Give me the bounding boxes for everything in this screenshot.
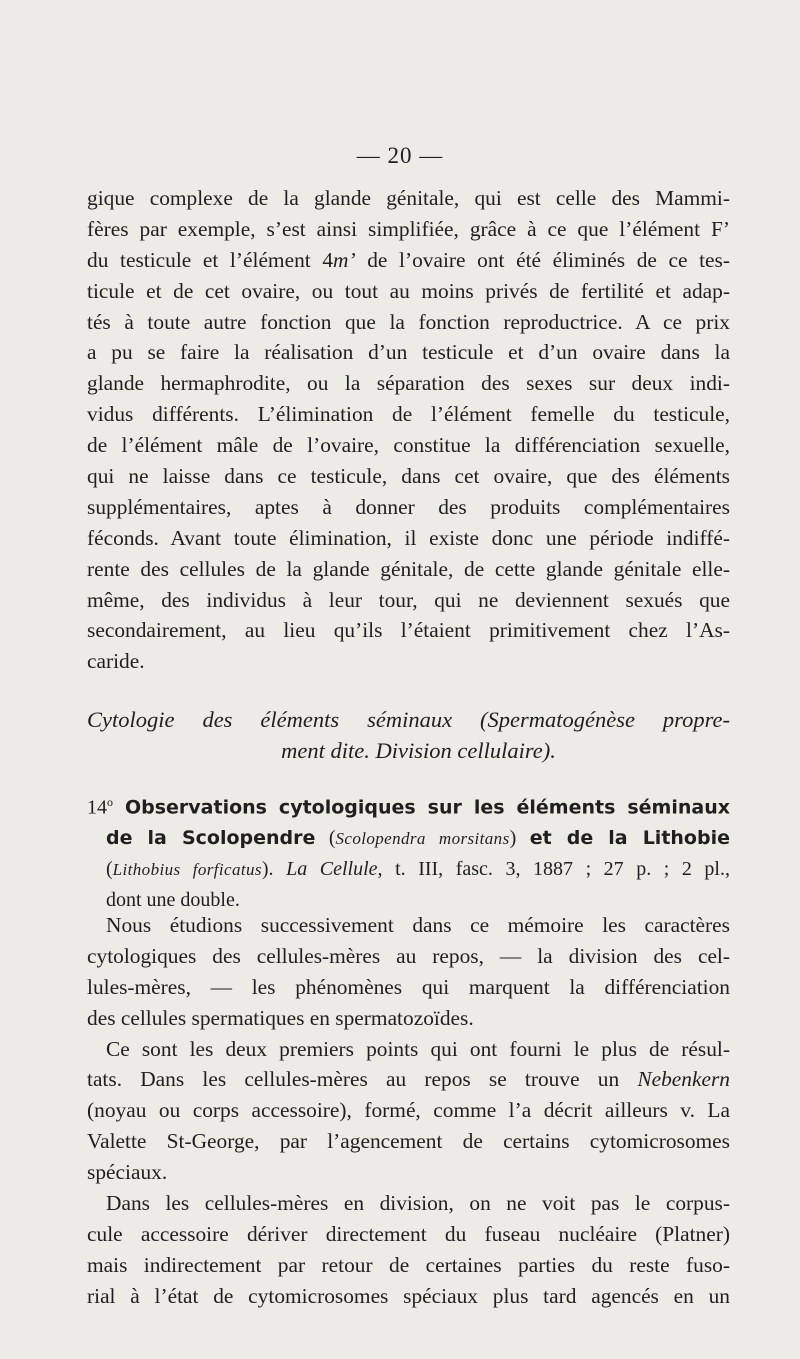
text-line: de l’élément mâle de l’ovaire, constitue la différenciation sexuelle, [87, 433, 730, 458]
section-heading [87, 704, 730, 766]
entry-line: dont une double. [106, 888, 240, 911]
text-line: gique complexe de la glande génitale, qui est celle des Mammi- [87, 186, 730, 210]
text-line: rente des cellules de la glande génitale, de cette glande génitale elle- [87, 556, 730, 581]
entry-line: de la Scolopendre (Scolopendra morsitans) et de la Lithobie [106, 826, 730, 849]
text-line: spéciaux. [87, 1160, 168, 1185]
latin-name: Lithobius forficatus [112, 859, 262, 879]
entry-line: (Lithobius forficatus). La Cellule, t. III, fasc. 3, 1887 ; 27 p. ; 2 pl., [106, 857, 730, 880]
entry-title: de la Scolopendre [106, 826, 316, 849]
text-line: féconds. Avant toute élimination, il existe donc une période indiffé- [87, 525, 730, 550]
section-heading-line: ment dite. Division cellulaire). [281, 738, 556, 763]
text-fragment: tats. Dans les cellules-mères au repos se trouve un [87, 1067, 620, 1092]
entry-line [87, 787, 730, 823]
text-line [87, 1064, 730, 1095]
text-line: mais indirectement par retour de certaines parties du reste fuso- [87, 1252, 730, 1277]
text-line: Ce sont les deux premiers points qui ont fourni le plus de résul- [106, 1036, 730, 1061]
text-fragment: de l’ovaire ont été éliminés de ce tes- [355, 247, 730, 272]
page-number: — 20 — [356, 143, 444, 168]
entry-title: et de la Lithobie [529, 826, 730, 849]
text-line: des cellules spermatiques en spermatozoïdes. [87, 1005, 474, 1030]
text-line: ticule et de cet ovaire, ou tout au moins privés de fertilité et adap- [87, 278, 730, 303]
text-line: cytologiques des cellules-mères au repos, — la division des cel- [87, 943, 730, 968]
text-line: glande hermaphrodite, ou la séparation des sexes sur deux indi- [87, 371, 730, 396]
latin-name: Scolopendra morsitans [335, 828, 510, 848]
bibliography-entry [87, 787, 730, 915]
italic-symbol: m’ [333, 247, 356, 272]
text-line [87, 245, 730, 276]
text-line: Dans les cellules-mères en division, on ne voit pas le corpus- [106, 1191, 730, 1216]
text-line: cule accessoire dériver directement du fuseau nucléaire (Platner) [87, 1221, 730, 1246]
text-line: tés à toute autre fonction que la fonction reproductrice. A ce prix [87, 309, 730, 334]
text-line: vidus différents. L’élimination de l’élément femelle du testicule, [87, 402, 730, 427]
entry-number: 14 [87, 796, 107, 819]
text-line: Nous étudions successivement dans ce mémoire les caractères [106, 913, 730, 937]
section-heading-line: Cytologie des éléments séminaux (Spermatogénèse propre- [87, 707, 730, 732]
text-line: lules-mères, — les phénomènes qui marquent la différenciation [87, 974, 730, 999]
text-line: Valette St-George, par l’agencement de certains cytomicrosomes [87, 1129, 730, 1154]
citation: t. III, fasc. 3, 1887 ; 27 p. ; 2 pl., [382, 857, 730, 880]
entry-number-sup: o [107, 795, 113, 809]
text-line: secondairement, au lieu qu’ils l’étaient primitivement chez l’As- [87, 618, 730, 643]
journal-name: La Cellule, [286, 857, 383, 880]
text-line: (noyau ou corps accessoire), formé, comme l’a décrit ailleurs v. La [87, 1098, 730, 1123]
term-nebenkern: Nebenkern [637, 1067, 730, 1092]
abstract-text [87, 910, 730, 1312]
text-line: qui ne laisse dans ce testicule, dans cet ovaire, que des éléments [87, 464, 730, 489]
entry-title: Observations cytologiques sur les éléments séminaux [113, 796, 730, 819]
text-line: a pu se faire la réalisation d’un testicule et d’un ovaire dans la [87, 340, 730, 365]
text-fragment: du testicule et l’élément 4 [87, 247, 334, 272]
text-line: fères par exemple, s’est ainsi simplifiée, grâce à ce que l’élément F’ [87, 216, 730, 241]
text-line: caride. [87, 649, 145, 674]
text-line: supplémentaires, aptes à donner des produits complémentaires [87, 494, 730, 519]
text-line: rial à l’état de cytomicrosomes spéciaux plus tard agencés en un [87, 1283, 730, 1308]
paragraph-continuation [87, 183, 730, 677]
text-line: même, des individus à leur tour, qui ne deviennent sexués que [87, 587, 730, 612]
